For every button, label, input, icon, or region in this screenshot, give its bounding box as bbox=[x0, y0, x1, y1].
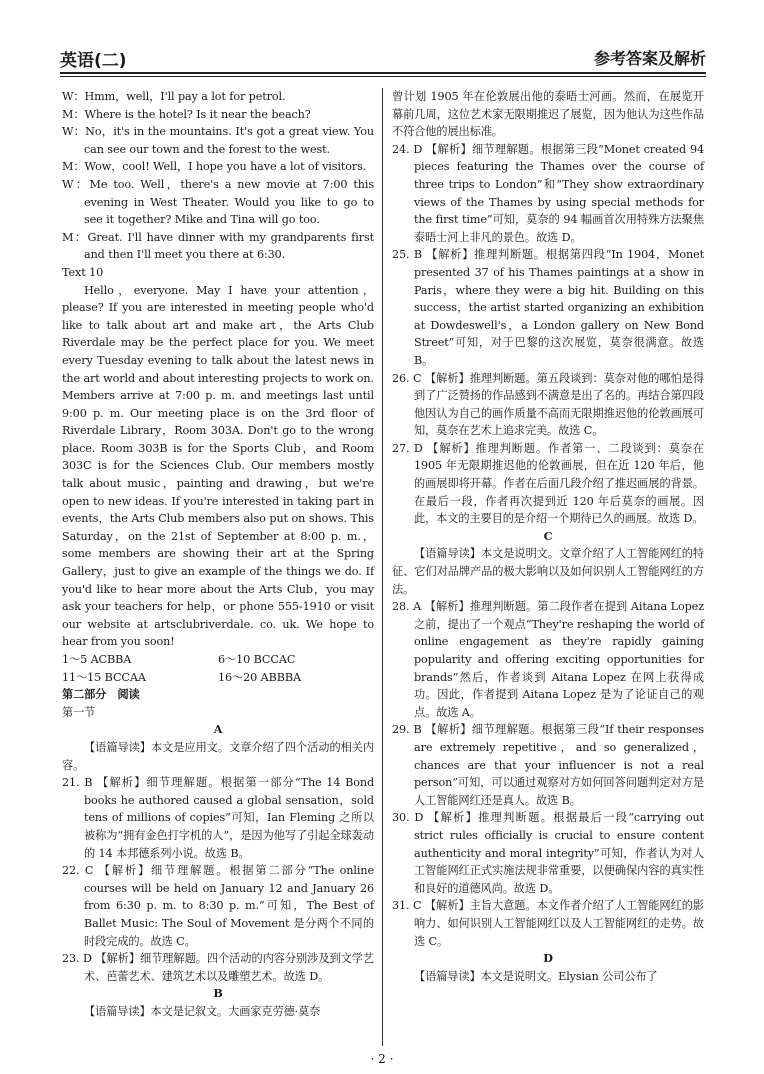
part2-heading: 第二部分 阅读 bbox=[62, 687, 140, 702]
answer-group: 1～5 ACBBA bbox=[62, 653, 132, 666]
page-header bbox=[60, 44, 706, 70]
question-24-explanation: 24. D 【解析】细节理解题。根据第三段“Monet created 94 pieces featuring the Thames over the course of three trips to London”和“They show extraordinary views of the Thames by using special methods for the first time”可知，莫奈的 94 幅画首次用特殊方法聚焦泰晤士河上非凡的景色。故选 D。 bbox=[392, 142, 704, 244]
answer-group: 6～10 BCCAC bbox=[218, 653, 296, 666]
answer-row bbox=[62, 669, 374, 687]
question-28-explanation: 28. A 【解析】推理判断题。第二段作者在提到 Aitana Lopez 之前，提出了一个观点“They're reshaping the world of online engagement as they're rapidly gaining popularity and offering exciting opportunities for brands”然后，作者谈到 Aitana Lopez 在网上获得成功。因此，作者提到 Aitana Lopez 是为了论证自己的观点。故选 A。 bbox=[392, 600, 704, 719]
answer-row bbox=[62, 651, 374, 669]
dialog-line: M：Wow，cool! Well，I hope you have a lot of visitors. bbox=[62, 160, 367, 174]
passage-b-letter: B bbox=[213, 986, 223, 1001]
text10-transcript: Hello，everyone. May I have your attention，please? If you are interested in meeting people who'd like to talk about art and make art，the Arts Club Riverdale may be the perfect place for you. We meet every Tuesday evening to talk about the latest news in the art world and about interesting projects to work on. Members arrive at 7:00 p. m. and meetings last until 9:00 p. m. Our meeting place is on the 3rd floor of Riverdale Library，Room 303A. Don't go to the wrong place. Room 303B is for the Sports Club，and Room 303C is for the Sciences Club. Our members mostly talk about music，painting and drawing，but we're open to new ideas. If you're interested in taking part in events，the Arts Club members also put on shows. This Saturday，on the 21st of September at 8:00 p. m.，some members are showing their art at the Spring Gallery，just to give an example of the things we do. If you'd like to hear more about the Arts Club，you may ask your teachers for help，or phone 555-1910 or visit our website at artsclubriverdale. co. uk. We hope to hear from you soon! bbox=[62, 283, 374, 649]
section1-heading: 第一节 bbox=[62, 705, 96, 719]
passage-a-letter: A bbox=[213, 722, 223, 737]
right-column bbox=[392, 88, 704, 985]
question-26-explanation: 26. C 【解析】推理判断题。第五段谈到：莫奈对他的哪怕是得到了广泛赞扬的作品感到不满意是出了名的。再结合第四段他因认为自己的画作质量不高而无限期推迟他的伦敦画展可知，莫奈在艺术上追求完美。故选 C。 bbox=[392, 371, 704, 438]
question-25-explanation: 25. B 【解析】推理判断题。根据第四段“In 1904，Monet presented 37 of his Thames paintings at a show in Paris，where they were a big hit. Building on this success，the artist started organizing an exhibition at Dowdeswell's，a London gallery on New Bond Street”可知，对于巴黎的这次展览，莫奈很满意。故选 B。 bbox=[392, 248, 704, 367]
passage-c-letter: C bbox=[543, 528, 553, 543]
answer-group: 16～20 ABBBA bbox=[218, 670, 301, 684]
dialog-line: M：Where is the hotel? Is it near the beach? bbox=[62, 107, 311, 121]
page-number: · 2 · bbox=[370, 1052, 394, 1066]
question-31-explanation: 31. C 【解析】主旨大意题。本文作者介绍了人工智能网红的影响力、如何识别人工智能网红以及人工智能网红的走势。故选 C。 bbox=[392, 899, 704, 948]
left-column bbox=[62, 88, 374, 1020]
header-subject: 英语(二) bbox=[60, 51, 127, 71]
question-29-explanation: 29. B 【解析】细节理解题。根据第三段“If their responses are extremely repetitive，and so generalized，chances are that your influencer is not a real person”可知，可以通过观察对方如何回答问题判定对方是人工智能网红还是真人。故选 B。 bbox=[392, 723, 704, 807]
header-title: 参考答案及解析 bbox=[593, 49, 706, 68]
column-divider bbox=[382, 88, 383, 1046]
passage-c-guide: 【语篇导读】本文是说明文。文章介绍了人工智能网红的特征、它们对品牌产品的极大影响以及如何识别人工智能网红的方法。 bbox=[392, 547, 704, 596]
question-21-explanation: 21. B 【解析】细节理解题。根据第一部分“The 14 Bond books he authored caused a global sensation，sold tens of millions of copies”可知，Ian Fleming 之所以被称为“拥有金色打字机的人”，是因为他写了引起全球轰动的 14 本邦德系列小说。故选 B。 bbox=[62, 776, 374, 860]
question-27-explanation: 27. D 【解析】推理判断题。作者第一、二段谈到：莫奈在 1905 年无限期推迟他的伦敦画展，但在近 120 年后，他的画展即将开幕。作者在后面几段介绍了推迟画展的背景。在最后一段，作者再次提到近 120 年后莫奈的画展。因此，本文的主要目的是介绍一个期待已久的画展。故选 D。 bbox=[392, 441, 704, 526]
dialog-line: M：Great. I'll have dinner with my grandparents first and then I'll meet you there at 6:30. bbox=[62, 230, 374, 262]
header-rule-thick bbox=[60, 72, 706, 74]
passage-b-guide-continued: 曾计划 1905 年在伦敦展出他的泰晤士河画。然而，在展览开幕前几周，这位艺术家无限期推迟了展览，因为他认为这些作品不符合他的展出标准。 bbox=[392, 90, 704, 139]
dialog-line: W：No，it's in the mountains. It's got a great view. You can see our town and the forest to the west. bbox=[62, 125, 374, 156]
dialog-line: W：Hmm，well，I'll pay a lot for petrol. bbox=[62, 90, 286, 103]
text10-label: Text 10 bbox=[62, 265, 104, 279]
passage-a-guide: 【语篇导读】本文是应用文。文章介绍了四个活动的相关内容。 bbox=[62, 740, 374, 772]
question-22-explanation: 22. C 【解析】细节理解题。根据第二部分“The online courses will be held on January 12 and January 26 from 6:30 p. m. to 8:30 p. m.”可知，The Best of Ballet Music: The Soul of Movement 是分两个不同的时段完成的。故选 C。 bbox=[62, 864, 374, 948]
question-23-explanation: 23. D 【解析】细节理解题。四个活动的内容分别涉及到文学艺术、芭蕾艺术、建筑艺术以及雕塑艺术。故选 D。 bbox=[62, 952, 374, 983]
header-rule-thin bbox=[60, 76, 706, 77]
dialog-line: W：Me too. Well，there's a new movie at 7:00 this evening in West Theater. Would you like to go to see it together? Mike and Tina will go too. bbox=[62, 177, 374, 227]
answer-group: 11～15 BCCAA bbox=[62, 670, 146, 684]
question-30-explanation: 30. D 【解析】推理判断题。根据最后一段“carrying out strict rules officially is crucial to ensure content authenticity and moral integrity”可知，作者认为对人工智能网红正式实施法规非常重要，以便确保内容的真实性和良好的道德风尚。故选 D。 bbox=[392, 811, 704, 895]
passage-b-guide: 【语篇导读】本文是记叙文。大画家克劳德·莫奈 bbox=[84, 1004, 321, 1018]
passage-d-guide: 【语篇导读】本文是说明文。Elysian 公司公布了 bbox=[414, 969, 658, 983]
passage-d-letter: D bbox=[543, 951, 553, 966]
